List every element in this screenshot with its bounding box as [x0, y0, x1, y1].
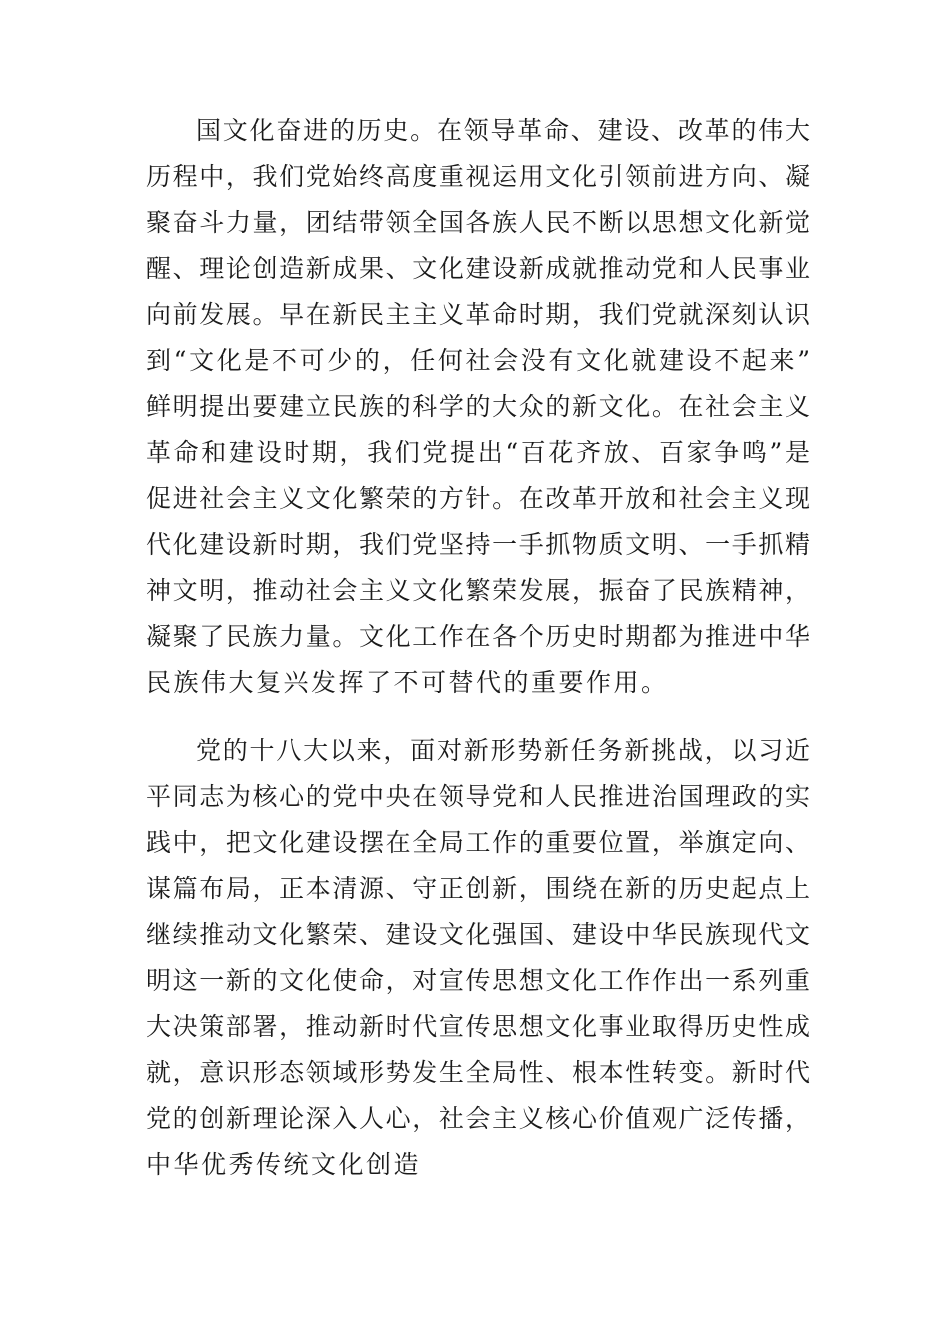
paragraph-gap — [146, 706, 810, 728]
text-line: 代化建设新时期，我们党坚持一手抓物质文明、一手抓精 — [146, 530, 810, 559]
text-line: 醒、理论创造新成果、文化建设新成就推动党和人民事业 — [146, 254, 810, 283]
text-line: 谋篇布局，正本清源、守正创新，围绕在新的历史起点上 — [146, 874, 810, 903]
text-line: 到“文化是不可少的，任何社会没有文化就建设不起来” — [146, 346, 810, 375]
text-line: 向前发展。早在新民主主义革命时期，我们党就深刻认识 — [146, 300, 810, 329]
text-line: 继续推动文化繁荣、建设文化强国、建设中华民族现代文 — [146, 920, 810, 949]
text-line: 神文明，推动社会主义文化繁荣发展，振奋了民族精神， — [146, 576, 810, 605]
text-line: 党的创新理论深入人心，社会主义核心价值观广泛传播， — [146, 1104, 810, 1133]
text-line: 聚奋斗力量，团结带领全国各族人民不断以思想文化新觉 — [146, 208, 810, 237]
text-line: 就，意识形态领域形势发生全局性、根本性转变。新时代 — [146, 1058, 810, 1087]
text-line: 革命和建设时期，我们党提出“百花齐放、百家争鸣”是 — [146, 438, 810, 467]
text-line: 鲜明提出要建立民族的科学的大众的新文化。在社会主义 — [146, 392, 810, 421]
text-line: 党的十八大以来，面对新形势新任务新挑战，以习近 — [196, 736, 810, 765]
text-line: 历程中，我们党始终高度重视运用文化引领前进方向、凝 — [146, 162, 810, 191]
text-line: 国文化奋进的历史。在领导革命、建设、改革的伟大 — [196, 116, 810, 145]
text-line: 民族伟大复兴发挥了不可替代的重要作用。 — [146, 668, 669, 697]
text-line: 大决策部署，推动新时代宣传思想文化事业取得历史性成 — [146, 1012, 810, 1041]
text-line: 平同志为核心的党中央在领导党和人民推进治国理政的实 — [146, 782, 810, 811]
text-line: 中华优秀传统文化创造 — [146, 1150, 422, 1179]
text-line: 明这一新的文化使命，对宣传思想文化工作作出一系列重 — [146, 966, 810, 995]
body-text — [146, 108, 810, 1188]
text-line: 凝聚了民族力量。文化工作在各个历史时期都为推进中华 — [146, 622, 810, 651]
text-line: 促进社会主义文化繁荣的方针。在改革开放和社会主义现 — [146, 484, 810, 513]
text-line: 践中，把文化建设摆在全局工作的重要位置，举旗定向、 — [146, 828, 810, 857]
